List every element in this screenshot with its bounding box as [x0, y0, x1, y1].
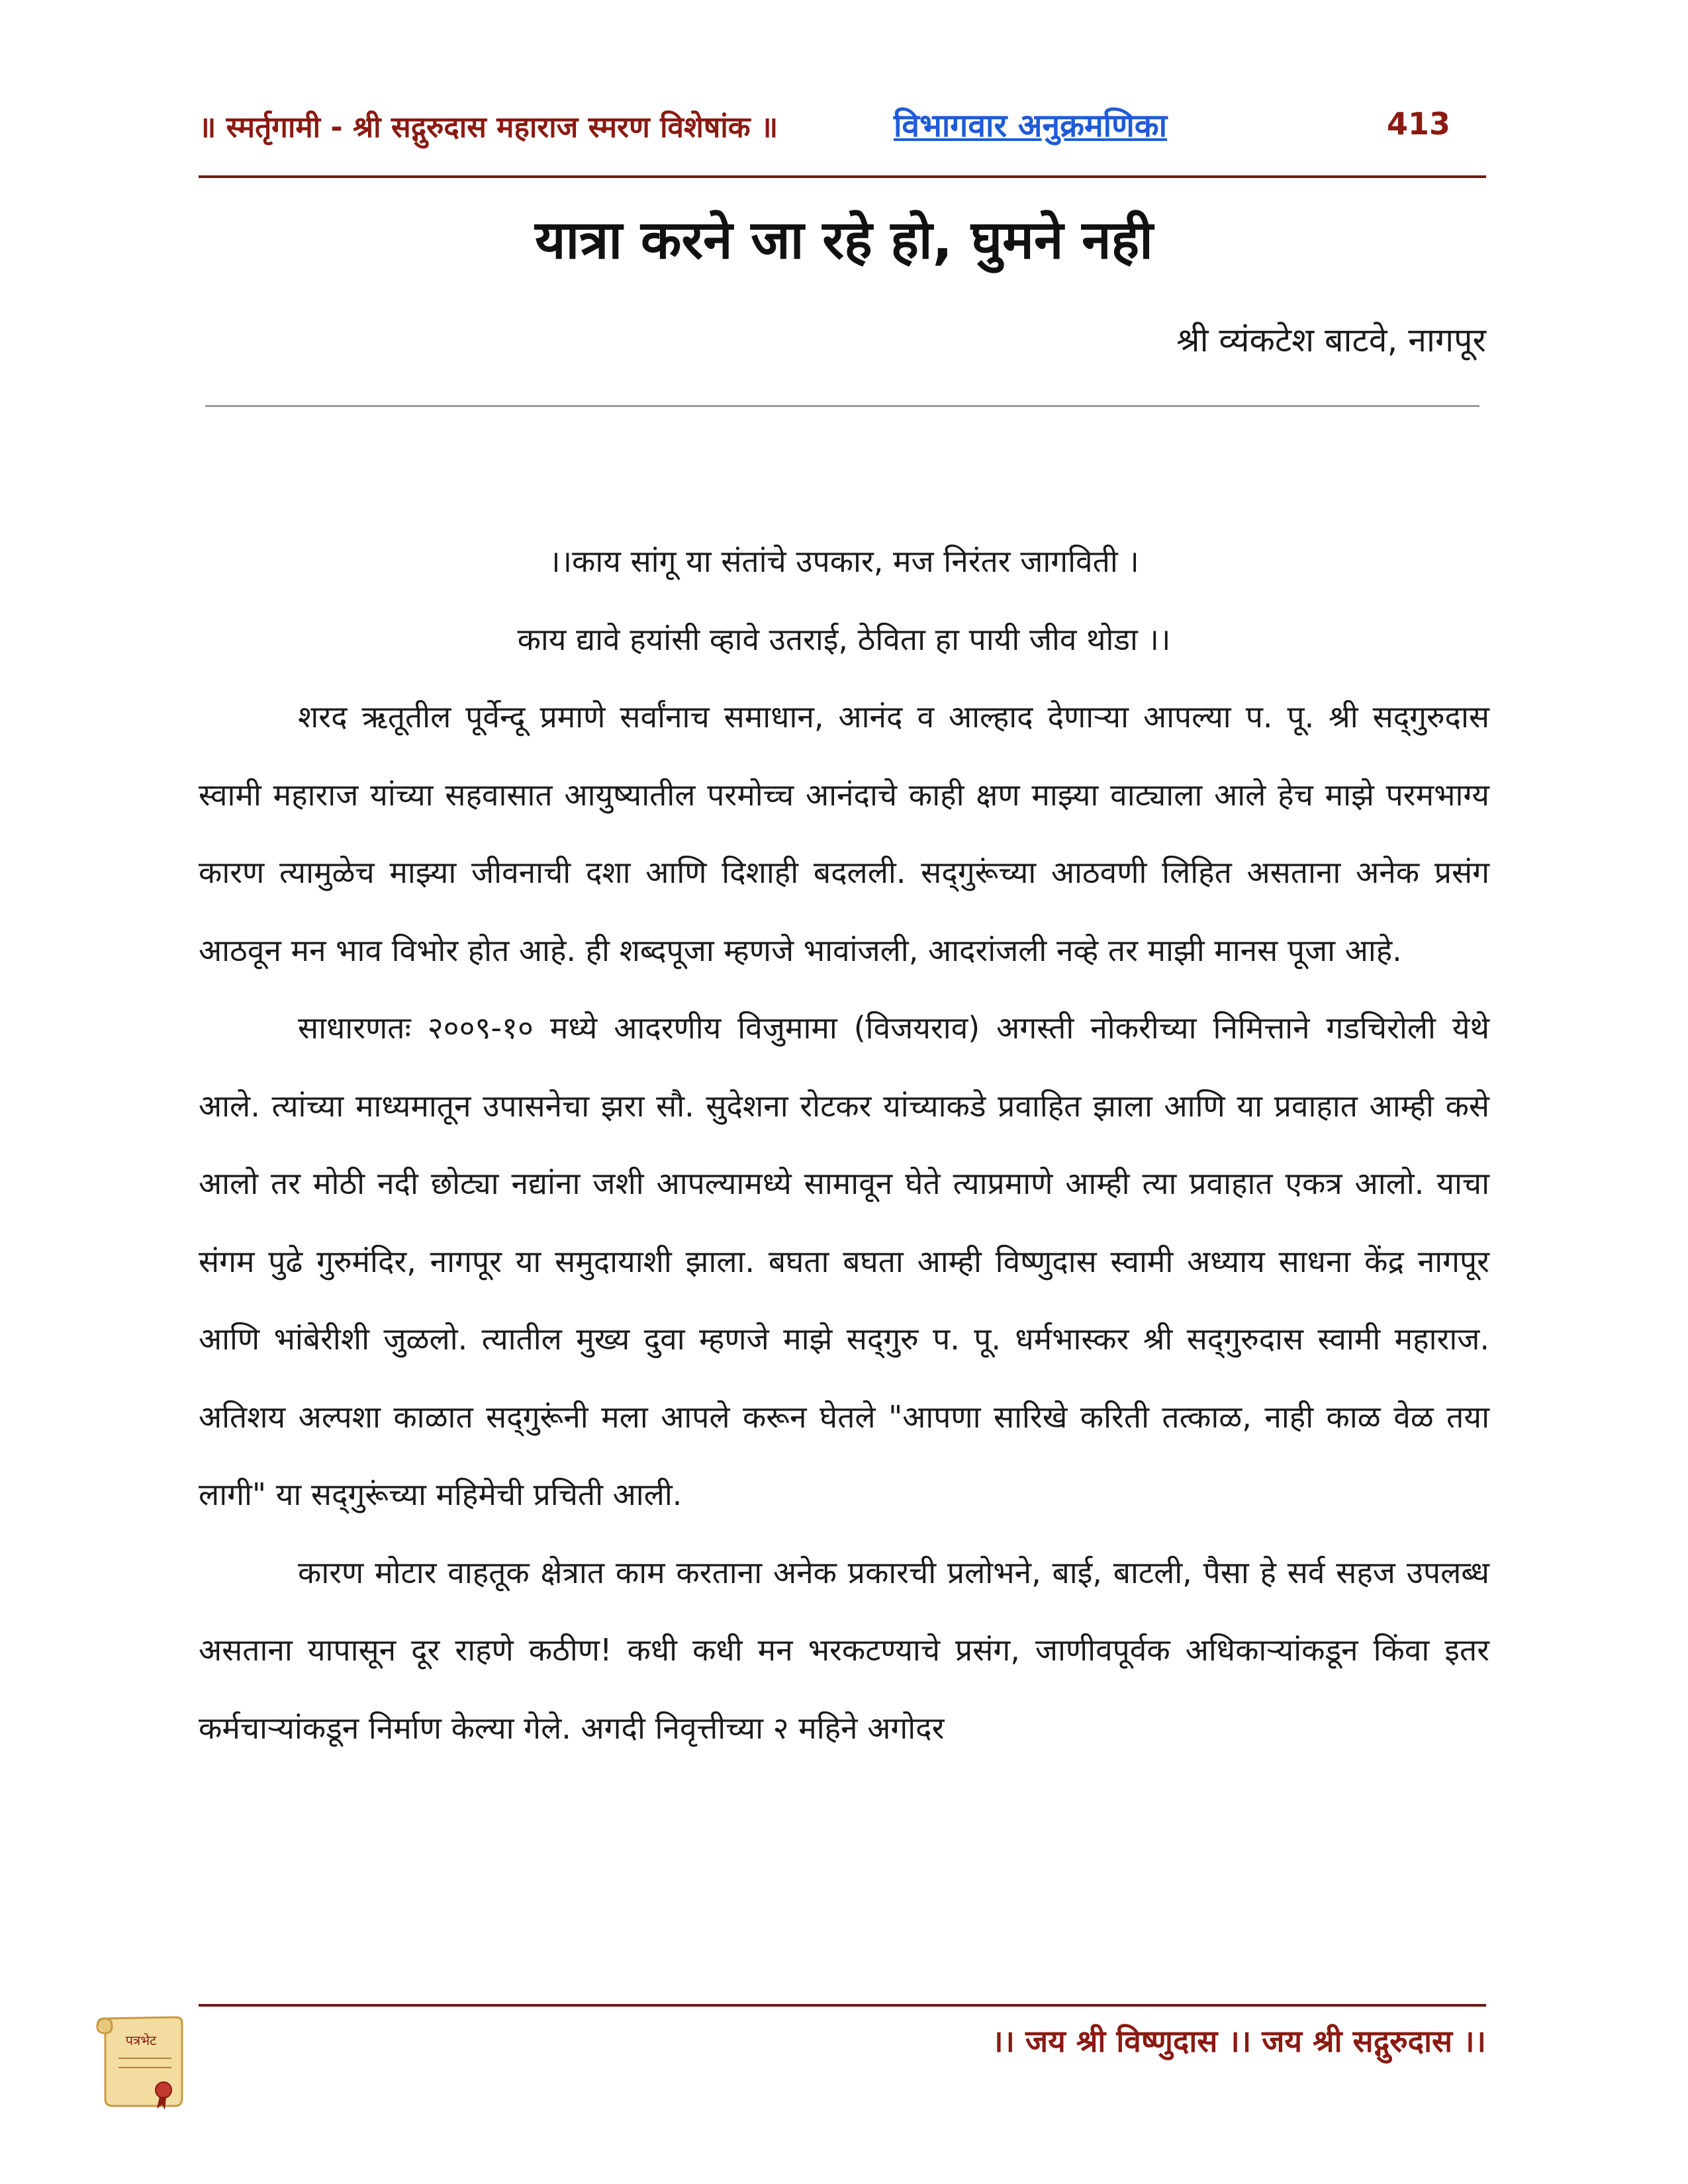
- article-title: यात्रा करने जा रहे हो, घुमने नही: [535, 209, 1153, 271]
- verse-line-1: ।।काय सांगू या संतांचे उपकार, मज निरंतर जागविती ।: [549, 543, 1139, 579]
- patrabhet-scroll-icon[interactable]: [89, 2007, 189, 2113]
- paragraph-3: कारण मोटार वाहतूक क्षेत्रात काम करताना अनेक प्रकारची प्रलोभने, बाई, बाटली, पैसा हे सर्व सहज उपलब्ध असताना यापासून दूर राहणे कठीण! कधी कधी मन भरकटण्याचे प्रसंग, जाणीवपूर्वक अधिकाऱ्यांकडून किंवा इतर कर्मचाऱ्यांकडून निर्माण केल्या गेले. अगदी निवृत्तीच्या २ महिने अगोदर: [199, 1554, 1489, 1746]
- paragraph-1: शरद ऋतूतील पूर्वेन्दू प्रमाणे सर्वांनाच समाधान, आनंद व आल्हाद देणाऱ्या आपल्या प. पू. श्री सद्‌गुरुदास स्वामी महाराज यांच्या सहवासात आयुष्यातील परमोच्च आनंदाचे काही क्षण माझ्या वाट्याला आले हेच माझे परमभाग्य कारण त्यामुळेच माझ्या जीवनाची दशा आणि दिशाही बदलली. सद्‌गुरूंच्या आठवणी लिहित असताना अनेक प्रसंग आठवून मन भाव विभोर होत आहे. ही शब्दपूजा म्हणजे भावांजली, आदरांजली नव्हे तर माझी मानस पूजा आहे.: [199, 699, 1489, 968]
- page-number: 413: [1387, 106, 1451, 142]
- footer-slogan: ।। जय श्री विष्णुदास ।। जय श्री सद्गुरुदास ।।: [992, 2023, 1486, 2059]
- section-index-link[interactable]: विभागवार अनुक्रमणिका: [894, 107, 1168, 144]
- patrabhet-label: पत्रभेट: [125, 2032, 157, 2048]
- header-divider: [199, 175, 1486, 178]
- article-body: [199, 523, 1489, 1767]
- title-divider: [205, 405, 1479, 407]
- footer-divider: [199, 2004, 1486, 2007]
- paragraph-2: साधारणतः २००९-१० मध्ये आदरणीय विजुमामा (विजयराव) अगस्ती नोकरीच्या निमित्ताने गडचिरोली येथे आले. त्यांच्या माध्यमातून उपासनेचा झरा सौ. सुदेशना रोटकर यांच्याकडे प्रवाहित झाला आणि या प्रवाहात आम्ही कसे आलो तर मोठी नदी छोट्या नद्यांना जशी आपल्यामध्ये सामावून घेते त्याप्रमाणे आम्ही त्या प्रवाहात एकत्र आलो. याचा संगम पुढे गुरुमंदिर, नागपूर या समुदायाशी झाला. बघता बघता आम्ही विष्णुदास स्वामी अध्याय साधना केंद्र नागपूर आणि भांबेरीशी जुळलो. त्यातील मुख्य दुवा म्हणजे माझे सद्‌गुरु प. पू. धर्मभास्कर श्री सद्‌गुरुदास स्वामी महाराज. अतिशय अल्पशा काळात सद्‌गुरूंनी मला आपले करून घेतले "आपणा सारिखे करिती तत्काळ, नाही काळ वेळ तया लागी" या सद्‌गुरूंच्या महिमेची प्रचिती आली.: [199, 1010, 1489, 1512]
- series-title: ॥ स्मर्तृगामी - श्री सद्गुरुदास महाराज स्मरण विशेषांक ॥: [199, 111, 778, 144]
- article-author: श्री व्यंकटेश बाटवे, नागपूर: [1176, 321, 1486, 359]
- page-header: [199, 99, 1476, 152]
- verse-line-2: काय द्यावे हयांसी व्हावे उतराई, ठेविता हा पायी जीव थोडा ।।: [517, 621, 1171, 657]
